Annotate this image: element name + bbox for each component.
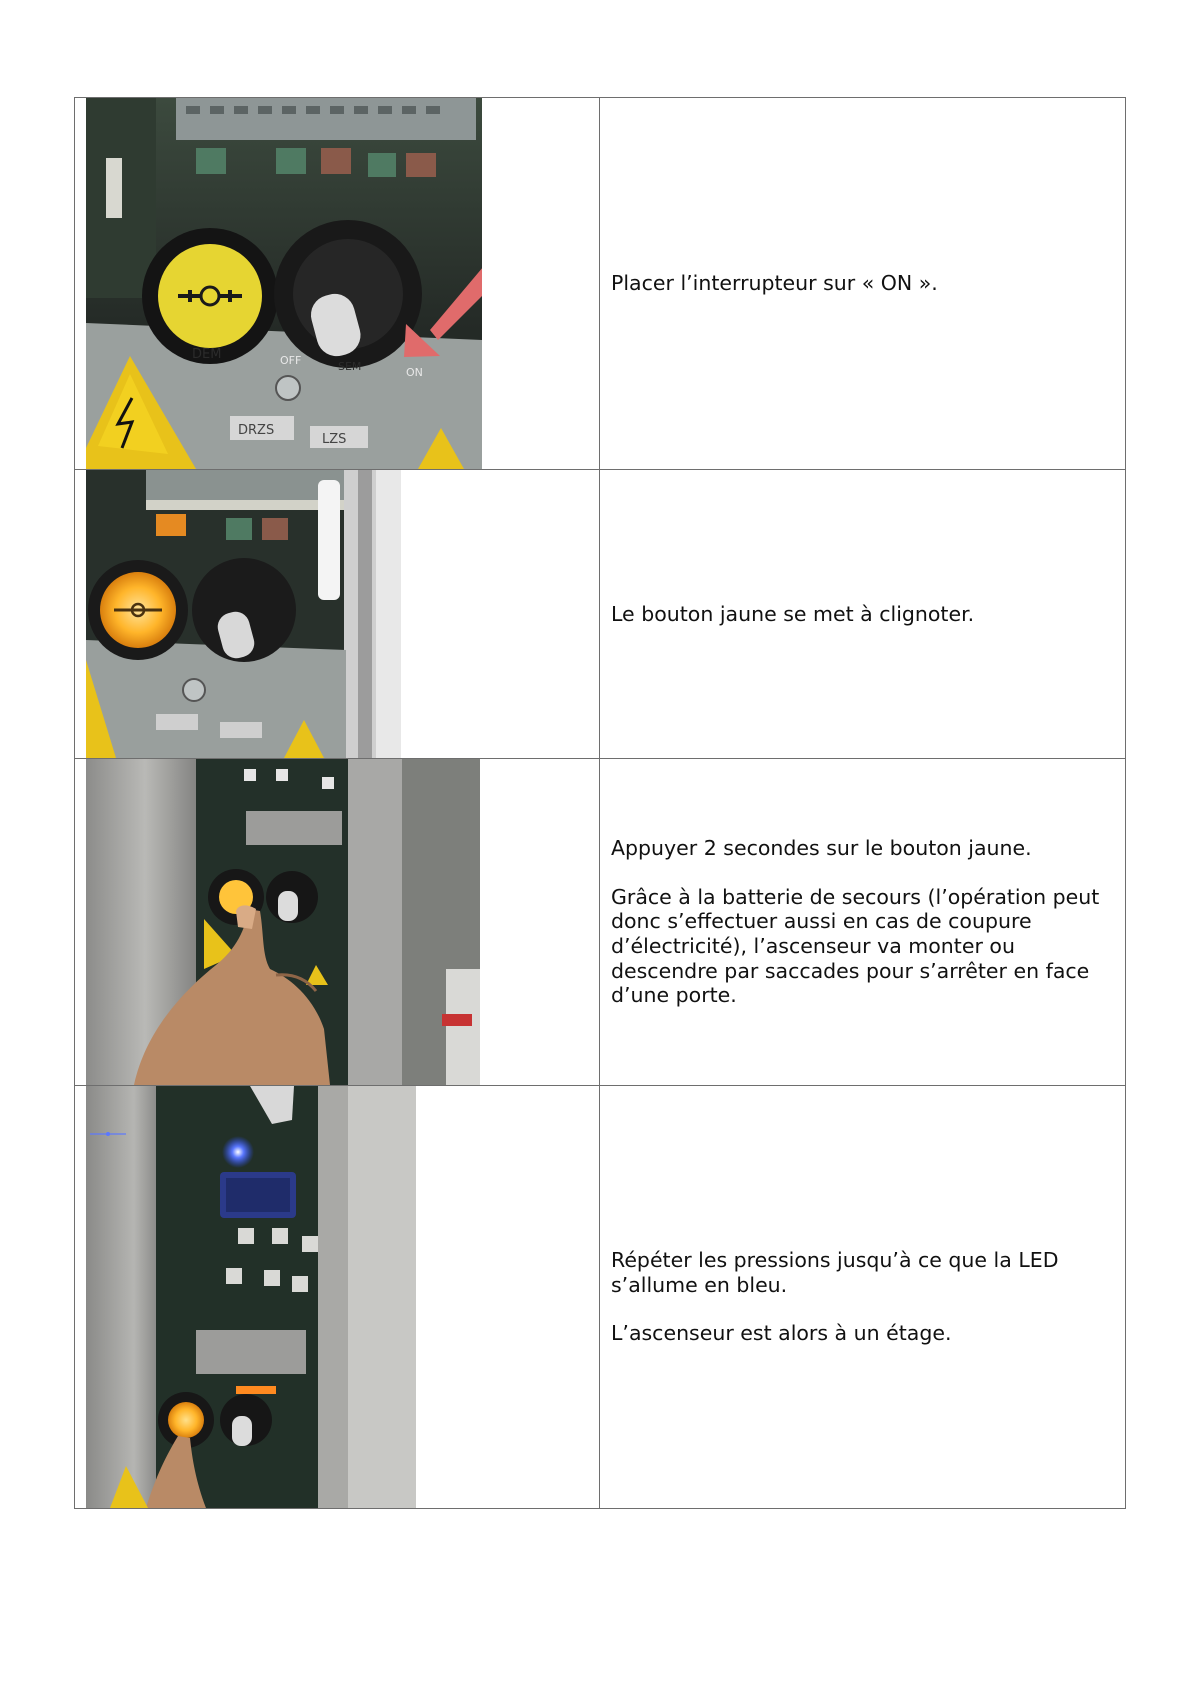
step-row [75, 1086, 1126, 1509]
instruction-text [600, 470, 1126, 759]
instruction-paragraph: L’ascenseur est alors à un étage. [611, 1321, 952, 1346]
step-row [75, 98, 1126, 470]
instruction-text [600, 759, 1126, 1086]
instructions-table [74, 97, 1126, 1509]
step-row [75, 470, 1126, 759]
pressing-yellow-button-photo [86, 759, 480, 1085]
photo-cell [75, 1086, 600, 1509]
blue-led-lit-photo [86, 1086, 416, 1508]
photo-cell [75, 759, 600, 1086]
yellow-button-blinking-photo [86, 470, 401, 758]
instruction-text [600, 98, 1126, 470]
photo-cell [75, 98, 600, 470]
step-row [75, 759, 1126, 1086]
instruction-paragraph: Placer l’interrupteur sur « ON ». [611, 271, 938, 296]
instruction-paragraph: Le bouton jaune se met à clignoter. [611, 601, 975, 626]
svg-text:DRZS: DRZS [238, 423, 275, 438]
svg-text:ON: ON [406, 366, 423, 379]
instruction-paragraph: Appuyer 2 secondes sur le bouton jaune. [611, 836, 1032, 861]
control-panel-switch-photo [86, 98, 482, 469]
svg-text:OFF: OFF [280, 354, 302, 367]
photo-cell [75, 470, 600, 759]
svg-text:DEM: DEM [192, 347, 222, 362]
instruction-text [600, 1086, 1126, 1509]
instruction-paragraph: Répéter les pressions jusqu’à ce que la LED s’allume en bleu. [611, 1248, 1059, 1297]
svg-text:SEM: SEM [338, 360, 362, 373]
instruction-paragraph: Grâce à la batterie de secours (l’opération peut donc s’effectuer aussi en cas de coupure d’électricité), l’ascenseur va monter ou descendre par saccades pour s’arrêter en face d’une porte. [611, 884, 1100, 1008]
svg-text:LZS: LZS [322, 432, 347, 447]
